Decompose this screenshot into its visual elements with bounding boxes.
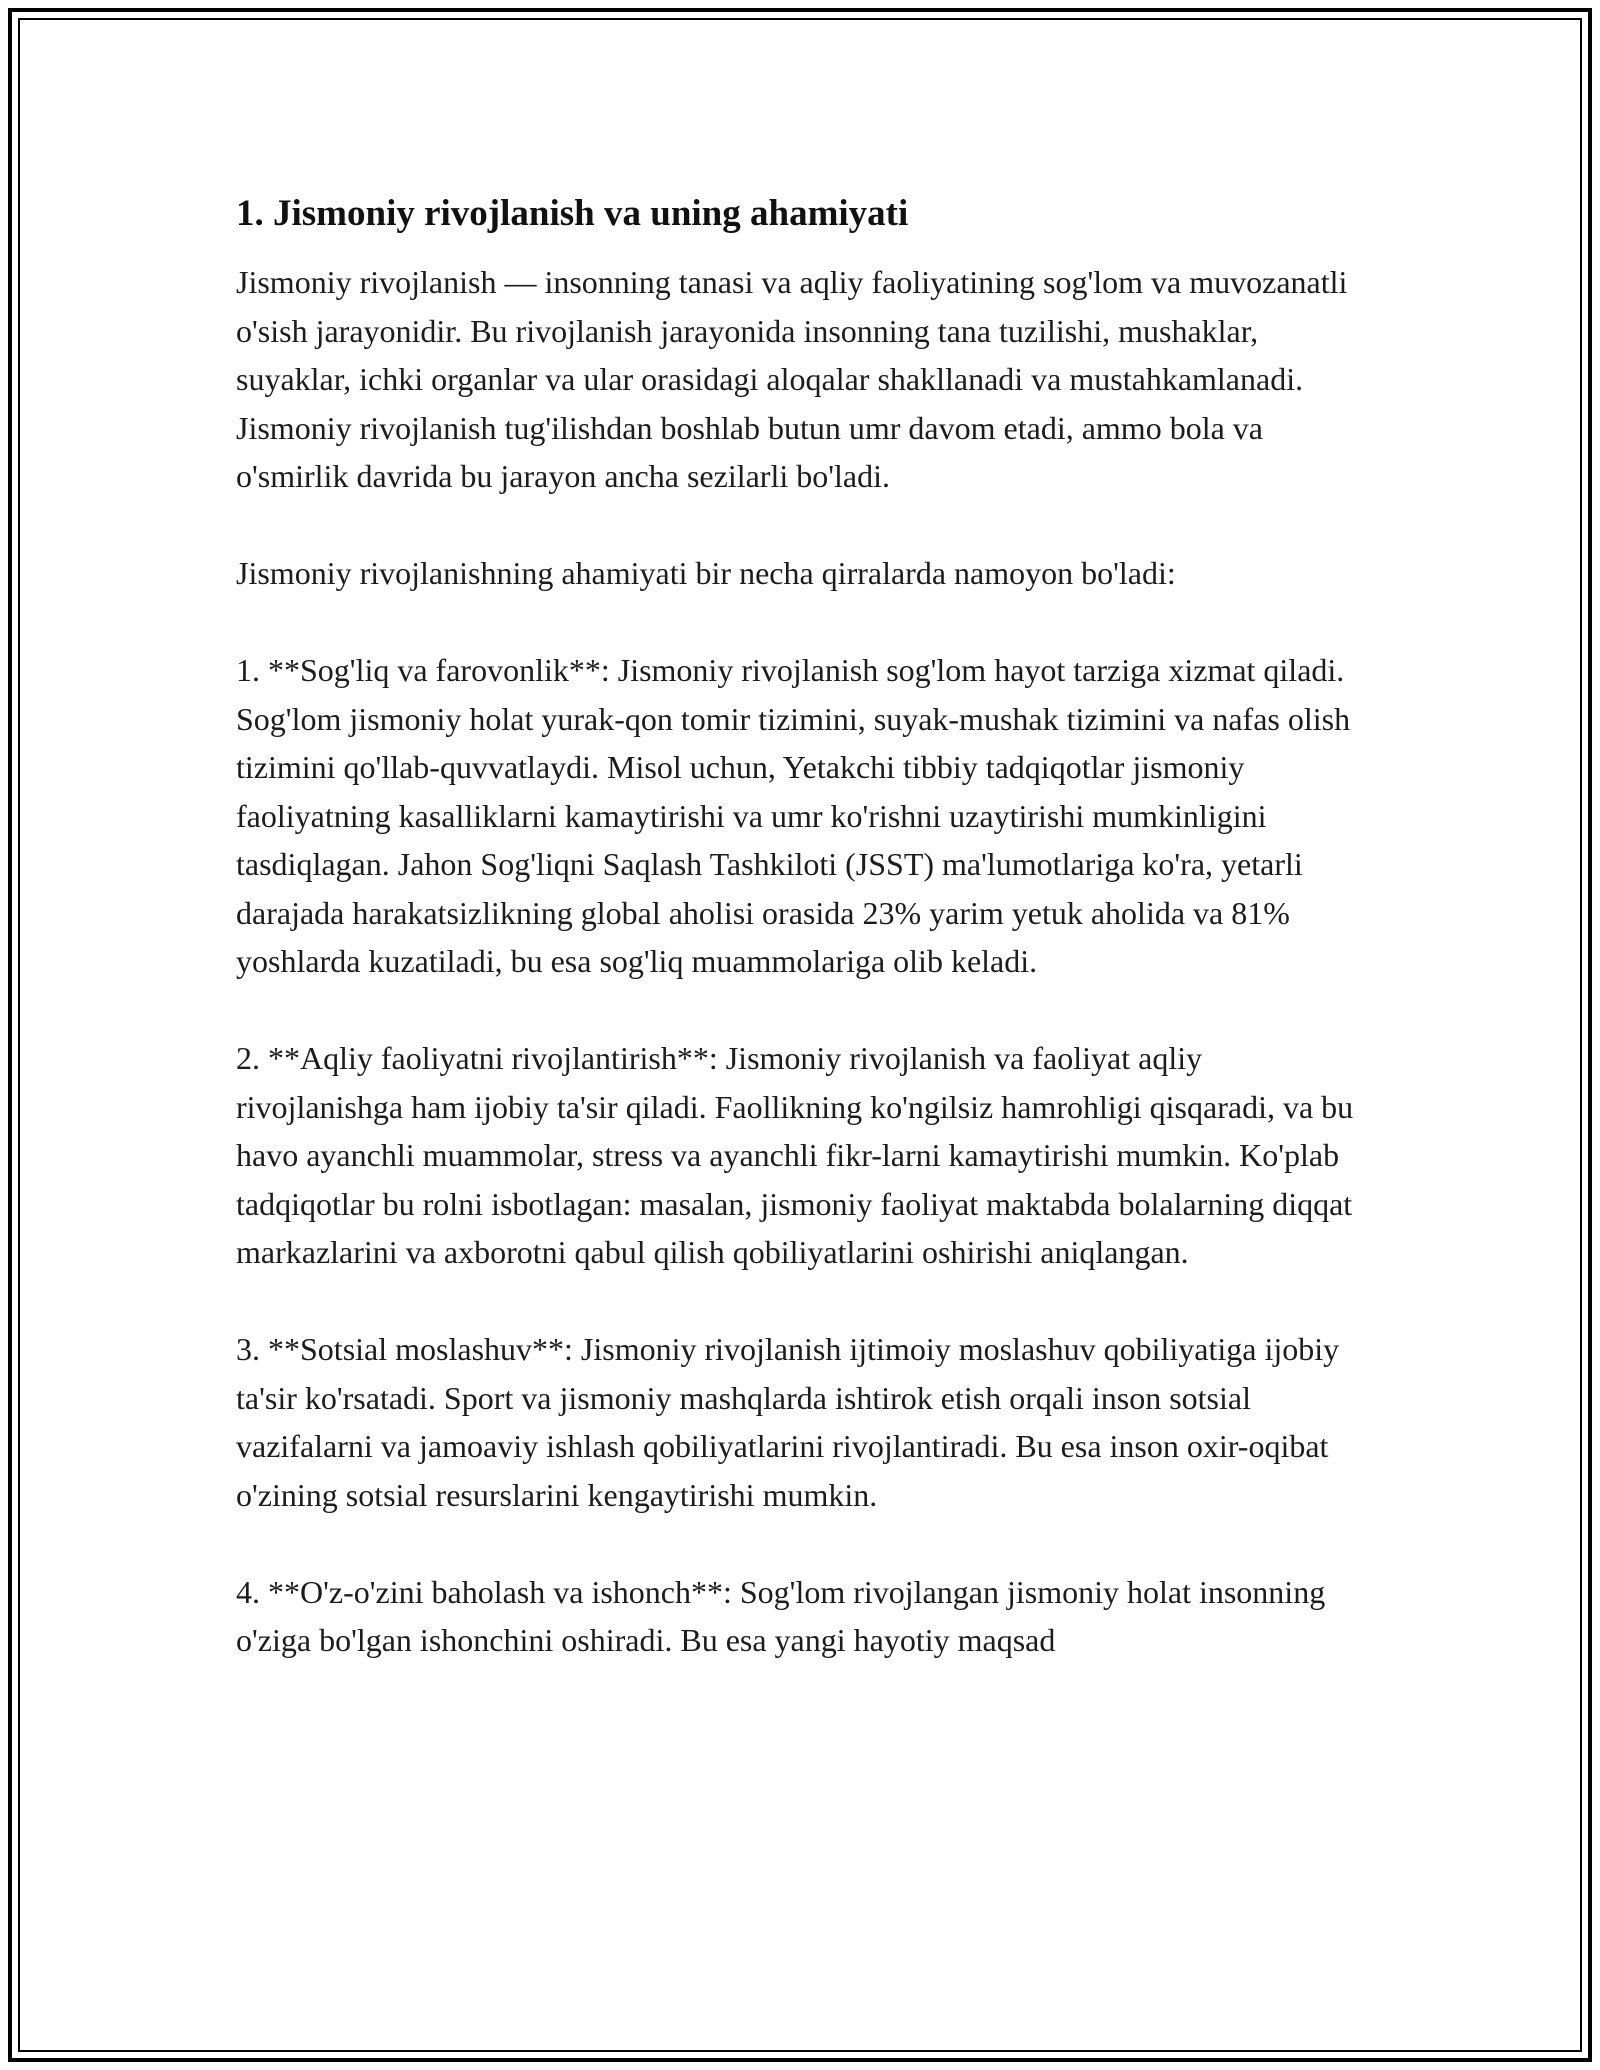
list-item-confidence: 4. **O'z-o'zini baholash va ishonch**: Sog'lom rivojlangan jismoniy holat insonning o'ziga bo'lgan ishonchini oshiradi. Bu esa yangi hayotiy maqsad — [236, 1573, 1326, 1658]
paragraph-intro: Jismoniy rivojlanish — insonning tanasi va aqliy faoliyatining sog'lom va muvozanatli o'sish jarayonidir. Bu rivojlanish jarayonida insonning tana tuzilishi, mushaklar, suyaklar, ichki organlar va ular orasidagi aloqalar shakllanadi va mustahkamlanadi. Jismoniy rivojlanish tug'ilishdan boshlab butun umr davom etadi, ammo bola va o'smirlik davrida bu jarayon ancha sezilarli bo'ladi. — [236, 264, 1348, 494]
list-item-social: 3. **Sotsial moslashuv**: Jismoniy rivojlanish ijtimoiy moslashuv qobiliyatiga ijobiy ta'sir ko'rsatadi. Sport va jismoniy mashqlarda ishtirok etish orqali inson sotsial vazifalarni va jamoaviy ishlash qobiliyatlarini rivojlantiradi. Bu esa inson oxir-oqibat o'zining sotsial resurslarini kengaytirishi mumkin. — [236, 1331, 1340, 1513]
document-body — [236, 190, 1366, 1713]
section-heading: 1. Jismoniy rivojlanish va uning ahamiyati — [236, 193, 909, 234]
paragraph-importance-lead: Jismoniy rivojlanishning ahamiyati bir necha qirralarda namoyon bo'ladi: — [236, 555, 1176, 591]
list-item-health: 1. **Sog'liq va farovonlik**: Jismoniy rivojlanish sog'lom hayot tarziga xizmat qiladi. Sog'lom jismoniy holat yurak-qon tomir tizimini, suyak-mushak tizimini va nafas olish tizimini qo'llab-quvvatlaydi. Misol uchun, Yetakchi tibbiy tadqiqotlar jismoniy faoliyatning kasalliklarni kamaytirishi va umr ko'rishni uzaytirishi mumkinligini tasdiqlagan. Jahon Sog'liqni Saqlash Tashkiloti (JSST) ma'lumotlariga ko'ra, yetarli darajada harakatsizlikning global aholisi orasida 23% yarim yetuk aholida va 81% yoshlarda kuzatiladi, bu esa sog'liq muammolariga olib keladi. — [236, 652, 1351, 979]
list-item-mental: 2. **Aqliy faoliyatni rivojlantirish**: Jismoniy rivojlanish va faoliyat aqliy rivojlanishga ham ijobiy ta'sir qiladi. Faollikning ko'ngilsiz hamrohligi qisqaradi, va bu havo ayanchli muammolar, stress va ayanchli fikr-larni kamaytirishi mumkin. Ko'plab tadqiqotlar bu rolni isbotlagan: masalan, jismoniy faoliyat maktabda bolalarning diqqat markazlarini va axborotni qabul qilish qobiliyatlarini oshirishi aniqlangan. — [236, 1040, 1354, 1270]
